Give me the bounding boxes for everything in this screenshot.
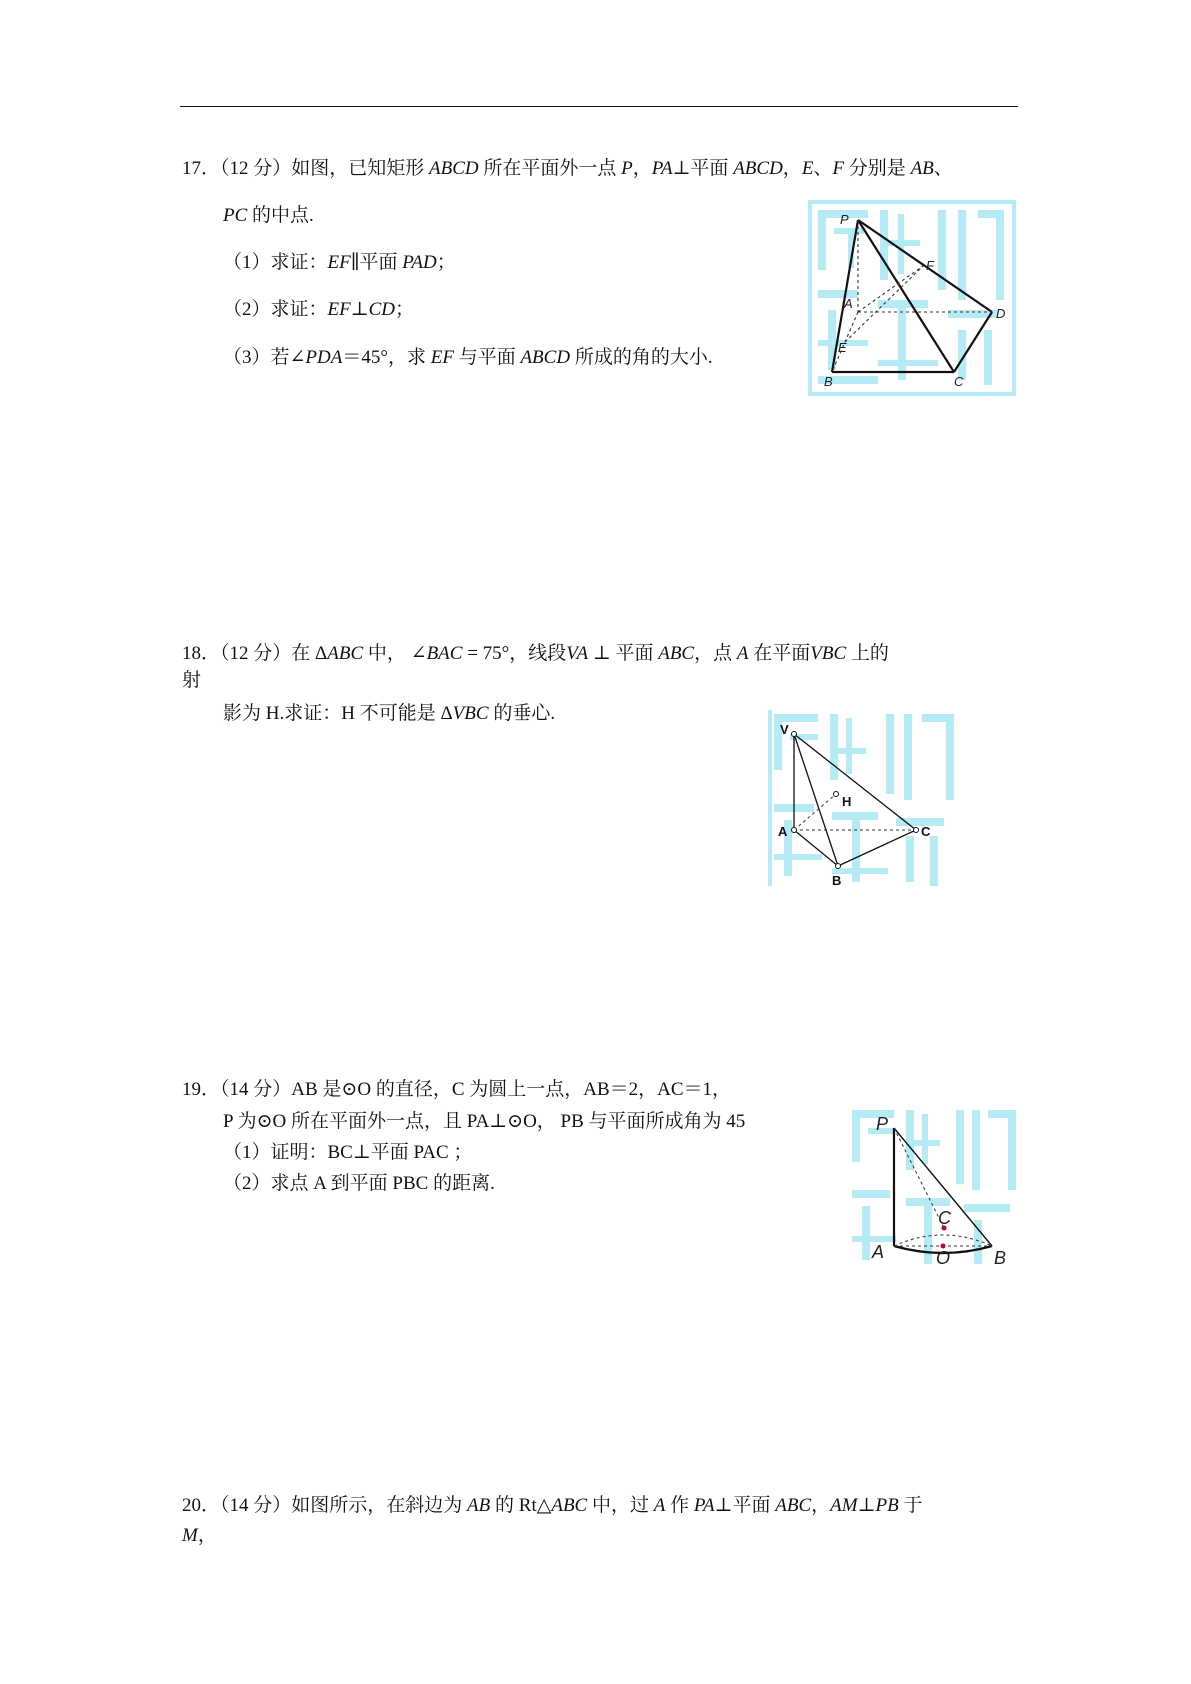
label-A: A bbox=[844, 296, 853, 311]
q20-number: 20 bbox=[182, 1495, 201, 1516]
label-V: V bbox=[780, 722, 789, 737]
q19-score: （14 分） bbox=[220, 1079, 292, 1100]
label-B: B bbox=[832, 873, 842, 888]
label-E: E bbox=[838, 340, 847, 355]
q17-line-2: PC 的中点. bbox=[223, 205, 314, 226]
label-P: P bbox=[840, 212, 849, 227]
q20-line-2: M， bbox=[182, 1525, 217, 1546]
q19-line-2: P 为⊙O 所在平面外一点，且 PA⊥⊙O， PB 与平面所成角为 45 bbox=[223, 1111, 746, 1132]
q17-part-3: （3）若∠PDA＝45°，求 EF 与平面 ABCD 所成的角的大小. bbox=[223, 347, 713, 368]
label-F: F bbox=[926, 258, 934, 273]
q17-figure bbox=[808, 200, 1016, 396]
q20-score: （14 分） bbox=[220, 1495, 292, 1516]
label-B: B bbox=[824, 374, 833, 389]
q19-part-2: （2）求点 A 到平面 PBC 的距离. bbox=[223, 1173, 495, 1194]
q20-line-1: 20．（14 分）如图所示，在斜边为 AB 的 Rt△ABC 中，过 A 作 PA⊥平面 ABC，AM⊥PB 于 bbox=[182, 1495, 923, 1516]
q17-line-1: 17．（12 分）如图，已知矩形 ABCD 所在平面外一点 P，PA⊥平面 ABCD，E、F 分别是 AB、 bbox=[182, 158, 953, 179]
q19-number: 19 bbox=[182, 1079, 201, 1100]
label-O: O bbox=[936, 1248, 951, 1268]
q17-part-2: （2）求证：EF⊥CD； bbox=[223, 299, 415, 320]
q18-score: （12 分） bbox=[220, 643, 292, 664]
label-B: B bbox=[994, 1248, 1007, 1268]
label-C: C bbox=[921, 824, 931, 839]
label-P: P bbox=[876, 1114, 889, 1134]
watermark-seal bbox=[768, 710, 954, 886]
label-C: C bbox=[938, 1208, 951, 1228]
q18-line-1: 18．（12 分）在 ΔABC 中， ∠BAC = 75°，线段VA ⊥ 平面 ABC，点 A 在平面VBC 上的 bbox=[182, 643, 889, 664]
q18-line-3: 影为 H.求证：H 不可能是 ΔVBC 的垂心. bbox=[223, 703, 556, 724]
label-H: H bbox=[842, 794, 852, 809]
q19-figure bbox=[848, 1106, 1018, 1268]
label-C: C bbox=[954, 374, 964, 389]
q19-part-1: （1）证明：BC⊥平面 PAC ； bbox=[223, 1142, 473, 1163]
q17-part-1: （1）求证：EF∥平面 PAD； bbox=[223, 252, 456, 273]
q19-line-1: 19．（14 分）AB 是⊙O 的直径，C 为圆上一点，AB＝2，AC＝1， bbox=[182, 1079, 732, 1100]
label-A: A bbox=[872, 1242, 885, 1262]
q18-figure bbox=[766, 708, 960, 888]
q18-line-2: 射 bbox=[182, 670, 202, 691]
q17-number: 17 bbox=[182, 158, 201, 179]
label-A: A bbox=[778, 824, 788, 839]
label-D: D bbox=[996, 306, 1006, 321]
header-rule bbox=[180, 106, 1018, 107]
q18-number: 18 bbox=[182, 643, 201, 664]
q17-score: （12 分） bbox=[220, 158, 292, 179]
watermark-seal bbox=[810, 202, 1014, 394]
